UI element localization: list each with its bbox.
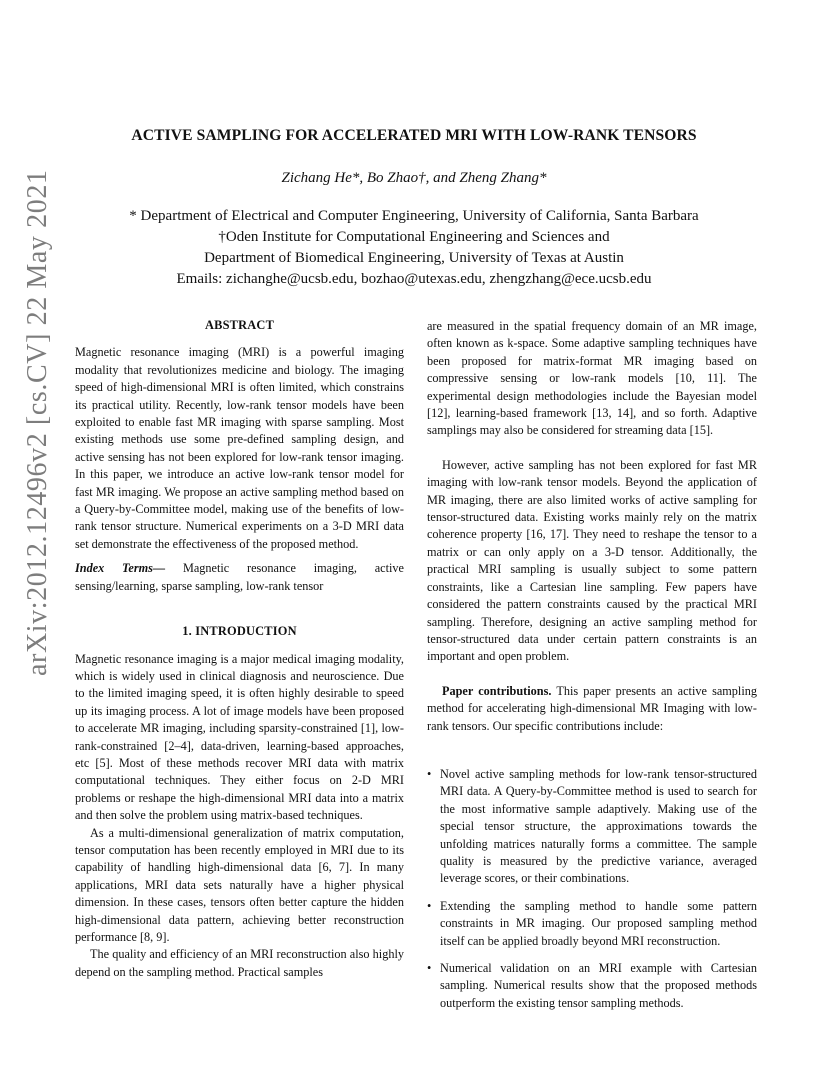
intro-paragraph: As a multi-dimensional generalization of matrix computation, tensor computation has been recently employed in MRI due to its capability of handling high-dimensional data [6, 7]. In many applications, MRI data sets naturally have a higher physical dimension. In these cases, tensors often better capture the hidden high-dimensional data pattern, achieving better reconstruction performance [8, 9]. bbox=[75, 825, 404, 944]
bullet-icon: • bbox=[427, 898, 432, 913]
contribution-item bbox=[427, 898, 757, 950]
body-paragraph: However, active sampling has not been explored for fast MR imaging with low-rank tensor models. Beyond the application of MR imaging, there are also limited works of active sampling for tensor-structured data. Existing works mainly rely on the matrix coherence property [16, 17]. They need to reshape the tensor to a matrix or can only apply on a 3-D tensor. Additionally, the practical MRI sampling is usually subject to some pattern constraints, like a Cartesian line sampling. Few papers have considered the pattern constraints caused by the practical MRI sampling. Therefore, designing an active sampling method for tensor-structured data under certain pattern constraints is an important and open problem. bbox=[427, 457, 757, 664]
contribution-text: Extending the sampling method to handle some pattern constraints in MR imaging. Our proposed sampling method itself can be applied broadly beyond MRI reconstruction. bbox=[440, 898, 757, 948]
index-terms-text: Magnetic resonance imaging, active sensing/learning, sparse sampling, low-rank tensor bbox=[75, 561, 404, 593]
contributions-paragraph bbox=[427, 683, 757, 735]
bullet-icon: • bbox=[427, 961, 432, 975]
contribution-item bbox=[427, 960, 757, 1012]
abstract-text: Magnetic resonance imaging (MRI) is a powerful imaging modality that revolutionizes medicine and biology. The imaging speed of high-dimensional MRI is often limited, which constrains its practical utility. Recently, low-rank tensor models have been exploited to enable fast MR imaging with sparse sampling. Most existing methods use some pre-defined sampling design, and active sensing has not been explored for low-rank tensor imaging. In this paper, we introduce an active low-rank tensor model for fast MR imaging. We propose an active sampling method based on a Query-by-Committee model, making use of the benefits of low-rank tensor structure. Numerical experiments on a 3-D MRI data set demonstrate the effectiveness of the proposed method. bbox=[75, 345, 404, 551]
contributions-list bbox=[427, 766, 757, 1012]
intro-paragraph: The quality and efficiency of an MRI reconstruction also highly depend on the sampling method. Practical samples bbox=[75, 947, 404, 979]
contact-emails: Emails: zichanghe@ucsb.edu, bozhao@utexas.edu, zhengzhang@ece.ucsb.edu bbox=[176, 271, 652, 287]
introduction-heading: 1. INTRODUCTION bbox=[182, 624, 297, 639]
affiliation-line: †Oden Institute for Computational Engineering and Sciences and bbox=[218, 229, 610, 245]
index-terms-label: Index Terms— bbox=[75, 561, 166, 576]
contributions-lead: Paper contributions. bbox=[442, 683, 552, 698]
bullet-icon: • bbox=[427, 766, 432, 781]
author-list: Zichang He*, Bo Zhao†, and Zheng Zhang* bbox=[281, 170, 547, 186]
contribution-text: Novel active sampling methods for low-rank tensor-structured MRI data. A Query-by-Committee method is used to search for the most informative sample adaptively. Making use of the special tensor structure, the approximations towards the unfolding matrices naturally forms a committee. The sample quality is measured by the predictive variance, averaged leverage scores, or their combinations. bbox=[440, 766, 757, 886]
affiliation-line: * Department of Electrical and Computer Engineering, University of California, Santa Barbara bbox=[129, 208, 699, 224]
contributions-intro: This paper presents an active sampling method for accelerating high-dimensional MR Imaging with low-rank tensors. Our specific contributions include: bbox=[427, 683, 757, 733]
body-paragraph: are measured in the spatial frequency domain of an MR image, often known as k-space. Some adaptive sampling techniques have been proposed for matrix-format MR imaging based on compressive sensing or low-rank models [10, 11]. The experimental design methodologies include the Bayesian model [12], learning-based framework [13, 14], and so forth. Adaptive samplings may also be considered for streaming data [15]. bbox=[427, 319, 757, 438]
abstract-heading: ABSTRACT bbox=[204, 318, 275, 332]
intro-paragraph: Magnetic resonance imaging is a major medical imaging modality, which is widely used in clinical diagnosis and neuroscience. Due to the limited imaging speed, it is often highly desirable to speed up its imaging process. A lot of image models have been proposed to accelerate MR imaging, including sparsity-constrained [1], low-rank-constrained [2–4], data-driven, learning-based approaches, etc [5]. Most of these methods recover MRI data with matrix computational techniques. They either focus on 2-D MRI problems or reshape the high-dimensional MRI data into a matrix and then solve the problem using matrix-based techniques. bbox=[75, 651, 404, 823]
index-terms bbox=[75, 560, 404, 595]
arxiv-identifier: arXiv:2012.12496v2 [cs.CV] 22 May 2021 bbox=[22, 169, 53, 676]
right-column bbox=[427, 318, 757, 1012]
contribution-text: Numerical validation on an MRI example with Cartesian sampling. Numerical results show that the proposed methods outperform the existing tensor sampling methods. bbox=[440, 961, 757, 1010]
affiliation-line: Department of Biomedical Engineering, University of Texas at Austin bbox=[204, 250, 624, 266]
contribution-item bbox=[427, 766, 757, 888]
paper-title: ACTIVE SAMPLING FOR ACCELERATED MRI WITH LOW-RANK TENSORS bbox=[131, 127, 697, 144]
affiliations bbox=[0, 206, 828, 290]
left-column bbox=[75, 317, 404, 981]
